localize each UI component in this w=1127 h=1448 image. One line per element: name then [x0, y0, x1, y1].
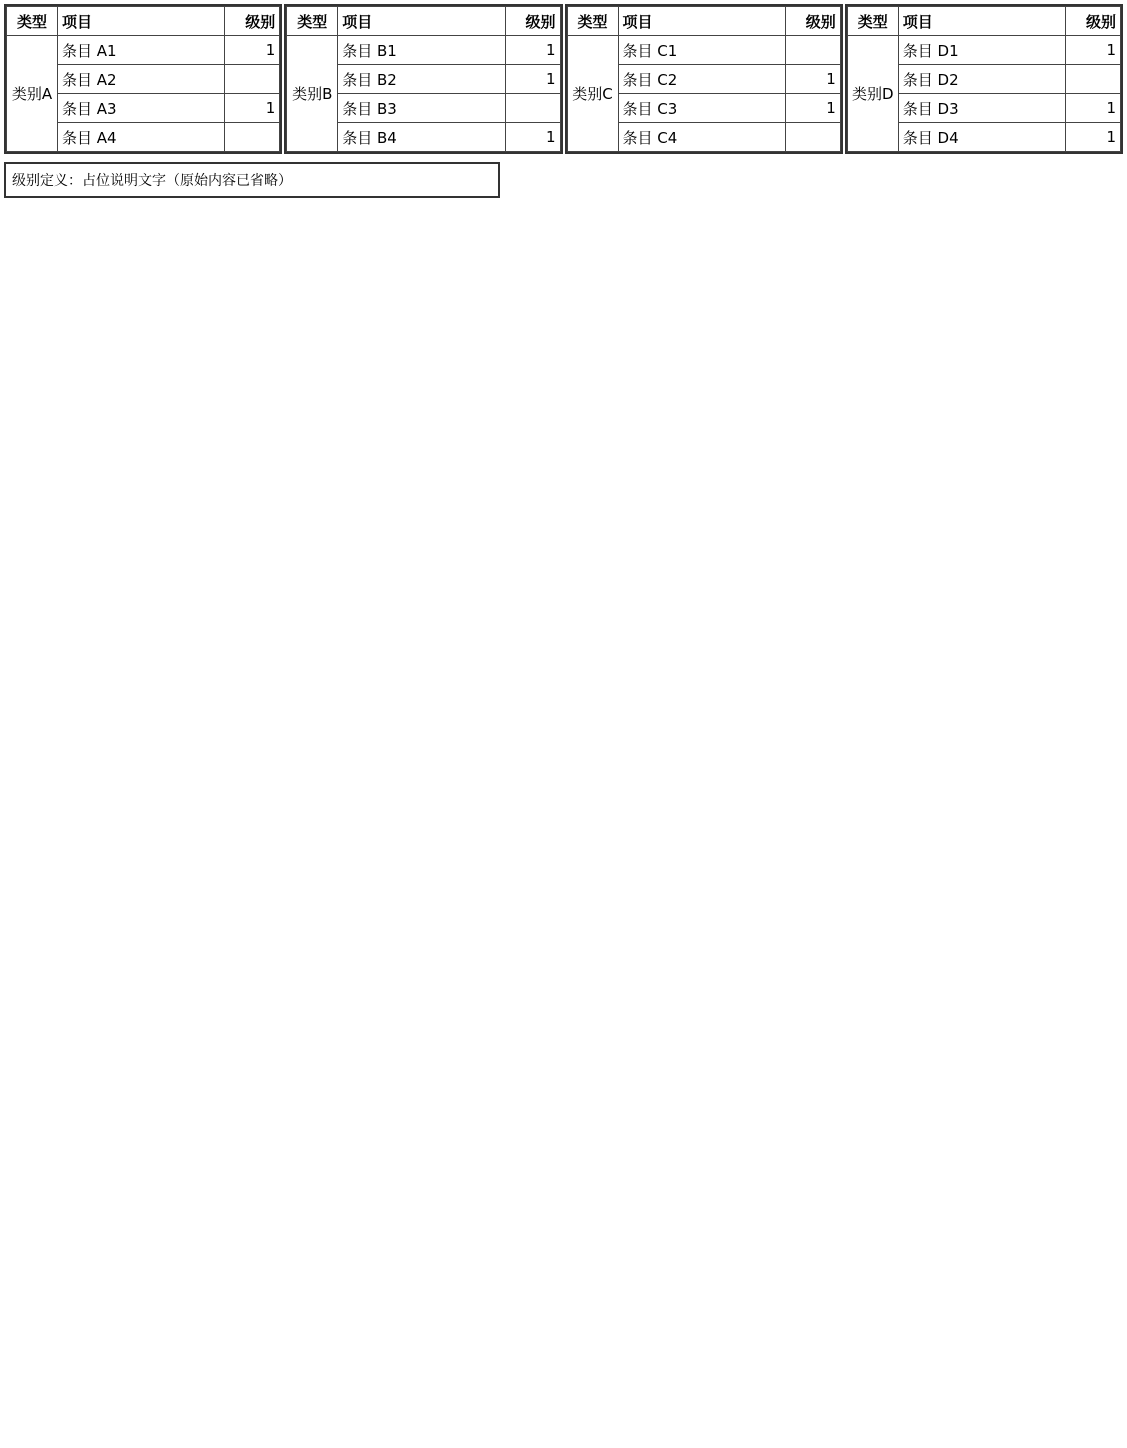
table-row [7, 36, 280, 65]
col-header-item: 项目 [338, 7, 505, 36]
level-cell[interactable]: 1 [505, 36, 560, 65]
col-header-type: 类型 [847, 7, 898, 36]
level-cell[interactable] [1066, 65, 1121, 94]
level-cell[interactable]: 1 [785, 94, 840, 123]
item-cell: 条目 D2 [898, 65, 1065, 94]
item-cell: 条目 B4 [338, 123, 505, 152]
level-cell[interactable] [225, 123, 280, 152]
col-header-level: 级别 [1066, 7, 1121, 36]
table-row [287, 36, 560, 65]
level-cell[interactable] [225, 65, 280, 94]
level-cell[interactable] [785, 36, 840, 65]
col-header-type: 类型 [567, 7, 618, 36]
legend-note: 级别定义：占位说明文字（原始内容已省略） [4, 162, 500, 198]
col-header-level: 级别 [785, 7, 840, 36]
col-header-level: 级别 [505, 7, 560, 36]
col-header-type: 类型 [287, 7, 338, 36]
category-cell: 类别C [567, 36, 618, 152]
item-cell: 条目 D3 [898, 94, 1065, 123]
col-header-level: 级别 [225, 7, 280, 36]
level-cell[interactable]: 1 [225, 94, 280, 123]
level-cell[interactable] [505, 94, 560, 123]
item-cell: 条目 A3 [58, 94, 225, 123]
table-row [847, 36, 1120, 65]
level-cell[interactable]: 1 [505, 65, 560, 94]
col-header-type: 类型 [7, 7, 58, 36]
item-cell: 条目 A1 [58, 36, 225, 65]
item-cell: 条目 D1 [898, 36, 1065, 65]
item-cell: 条目 A2 [58, 65, 225, 94]
item-cell: 条目 B2 [338, 65, 505, 94]
checklist-sheet [0, 0, 1127, 158]
item-cell: 条目 C3 [618, 94, 785, 123]
item-cell: 条目 C4 [618, 123, 785, 152]
panel-1 [284, 4, 562, 154]
col-header-item: 项目 [58, 7, 225, 36]
level-cell[interactable] [785, 123, 840, 152]
table-row [567, 36, 840, 65]
level-cell[interactable]: 1 [1066, 36, 1121, 65]
panel-0 [4, 4, 282, 154]
category-cell: 类别B [287, 36, 338, 152]
category-cell: 类别D [847, 36, 898, 152]
item-cell: 条目 D4 [898, 123, 1065, 152]
level-cell[interactable]: 1 [225, 36, 280, 65]
item-cell: 条目 B3 [338, 94, 505, 123]
item-cell: 条目 C2 [618, 65, 785, 94]
level-cell[interactable]: 1 [505, 123, 560, 152]
item-cell: 条目 A4 [58, 123, 225, 152]
panel-2 [565, 4, 843, 154]
level-cell[interactable]: 1 [1066, 94, 1121, 123]
item-cell: 条目 B1 [338, 36, 505, 65]
category-cell: 类别A [7, 36, 58, 152]
panel-3 [845, 4, 1123, 154]
item-cell: 条目 C1 [618, 36, 785, 65]
col-header-item: 项目 [898, 7, 1065, 36]
level-cell[interactable]: 1 [1066, 123, 1121, 152]
level-cell[interactable]: 1 [785, 65, 840, 94]
col-header-item: 项目 [618, 7, 785, 36]
